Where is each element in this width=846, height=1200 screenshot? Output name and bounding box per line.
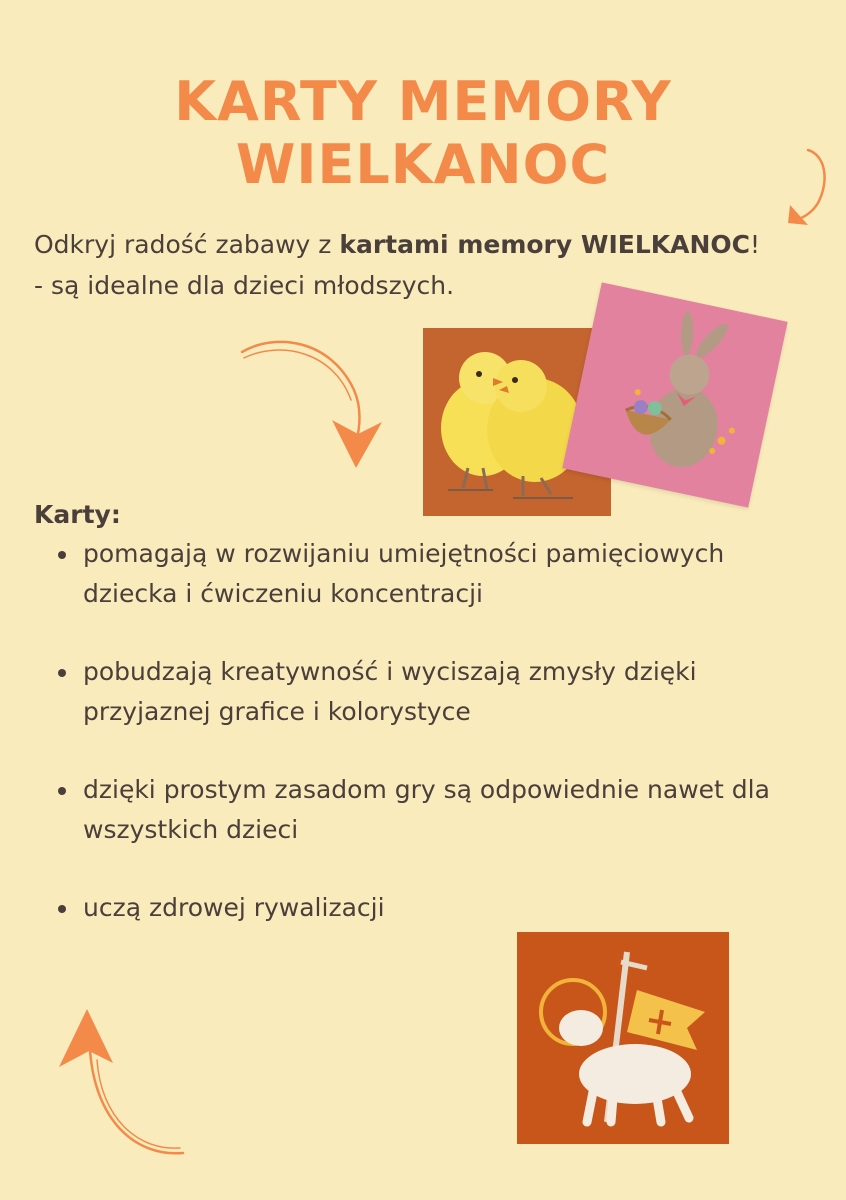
intro-line-2: - są idealne dla dzieci młodszych.: [34, 271, 455, 300]
list-item: pomagają w rozwijaniu umiejętności pamięciowych dziecka i ćwiczeniu koncentracji: [54, 534, 794, 614]
lamb-card: [517, 932, 729, 1144]
list-item: pobudzają kreatywność i wyciszają zmysły dzięki przyjaznej grafice i kolorystyce: [54, 652, 794, 732]
intro-bold: kartami memory WIELKANOC: [339, 230, 751, 259]
bunny-card: [562, 282, 787, 507]
list-item: uczą zdrowej rywalizacji: [54, 888, 794, 928]
arrow-down-right-icon: [236, 330, 386, 475]
intro-line-1: Odkryj radość zabawy z kartami memory WIELKANOC!: [34, 230, 761, 259]
intro-text: [34, 224, 824, 306]
benefits-list: [54, 534, 794, 966]
karty-heading: Karty:: [34, 500, 121, 529]
arrow-down-left-icon: [780, 145, 832, 230]
page-title: KARTY MEMORY WIELKANOC: [174, 70, 672, 196]
arrow-up-icon: [55, 1005, 190, 1160]
list-item: dzięki prostym zasadom gry są odpowiednie nawet dla wszystkich dzieci: [54, 770, 794, 850]
